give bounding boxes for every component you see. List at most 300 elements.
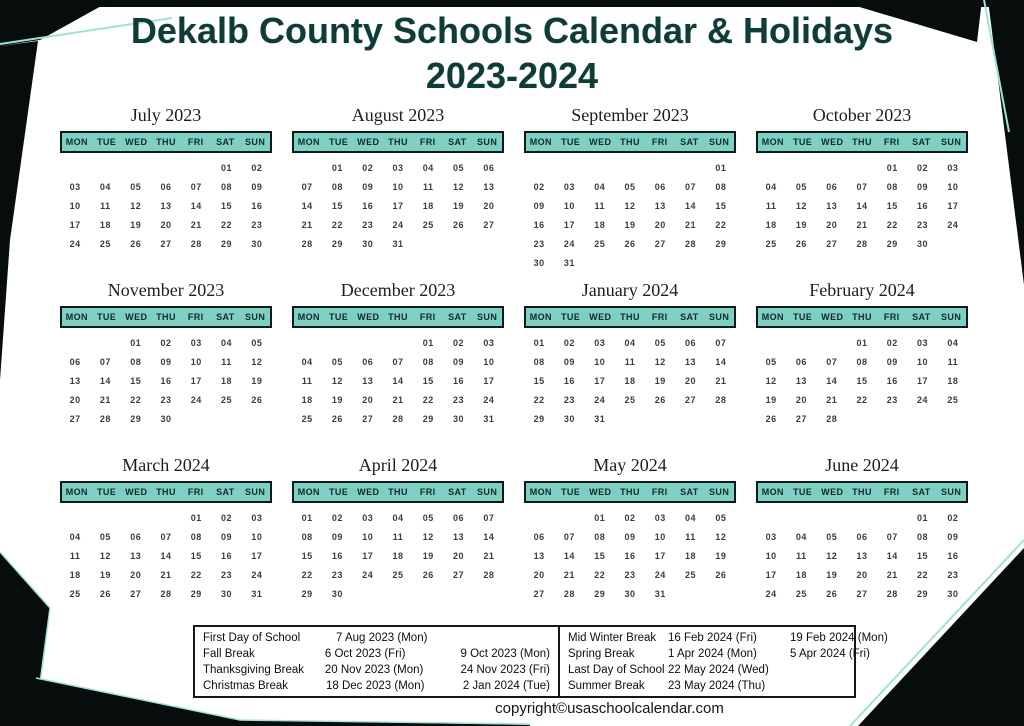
holiday-label: Last Day of School bbox=[568, 664, 665, 676]
day-cell: 17 bbox=[483, 376, 495, 386]
day-cell-empty bbox=[675, 410, 705, 429]
day-cell: 23 bbox=[533, 239, 545, 249]
day-cell: 03 bbox=[947, 163, 959, 173]
weekday-header-mon: MON bbox=[297, 487, 320, 497]
weekday-header-mon: MON bbox=[529, 137, 552, 147]
day-cell: 20 bbox=[654, 220, 666, 230]
day-cell: 02 bbox=[160, 338, 172, 348]
day-cell: 24 bbox=[594, 395, 606, 405]
month-calendar-january-2024 bbox=[524, 279, 736, 439]
day-cell: 12 bbox=[826, 551, 838, 561]
weekday-header-row bbox=[524, 131, 736, 153]
day-cell: 06 bbox=[826, 182, 838, 192]
day-cell: 15 bbox=[130, 376, 142, 386]
holiday-label: Spring Break bbox=[568, 648, 635, 660]
day-cell: 23 bbox=[563, 395, 575, 405]
day-cell: 19 bbox=[99, 570, 111, 580]
day-cell: 30 bbox=[453, 414, 465, 424]
weekday-header-sat: SAT bbox=[680, 137, 699, 147]
weekday-header-thu: THU bbox=[620, 312, 640, 322]
day-cell: 28 bbox=[685, 239, 697, 249]
day-cell: 18 bbox=[392, 551, 404, 561]
day-cell: 18 bbox=[624, 376, 636, 386]
day-cell-empty bbox=[675, 254, 705, 273]
month-days-grid bbox=[756, 503, 968, 604]
weekday-header-thu: THU bbox=[156, 312, 176, 322]
weekday-header-fri: FRI bbox=[651, 137, 668, 147]
day-cell: 28 bbox=[483, 570, 495, 580]
month-calendar-december-2023 bbox=[292, 279, 504, 439]
holiday-start-date: 23 May 2024 (Thu) bbox=[668, 680, 766, 692]
day-cell-empty bbox=[554, 509, 584, 528]
day-cell: 21 bbox=[685, 220, 697, 230]
day-cell: 21 bbox=[856, 220, 868, 230]
day-cell: 05 bbox=[251, 338, 263, 348]
day-cell: 25 bbox=[422, 220, 434, 230]
day-cell-empty bbox=[756, 334, 786, 353]
day-cell: 08 bbox=[331, 182, 343, 192]
day-cell: 15 bbox=[533, 376, 545, 386]
weekday-header-sun: SUN bbox=[245, 487, 266, 497]
day-cell: 16 bbox=[160, 376, 172, 386]
weekday-header-mon: MON bbox=[297, 312, 320, 322]
day-cell-empty bbox=[292, 334, 322, 353]
day-cell: 13 bbox=[453, 532, 465, 542]
day-cell: 10 bbox=[765, 551, 777, 561]
day-cell-empty bbox=[60, 159, 90, 178]
day-cell-empty bbox=[907, 410, 937, 429]
day-cell-empty bbox=[413, 585, 443, 604]
day-cell: 27 bbox=[856, 589, 868, 599]
day-cell: 21 bbox=[483, 551, 495, 561]
weekday-header-sat: SAT bbox=[448, 487, 467, 497]
day-cell: 03 bbox=[362, 513, 374, 523]
day-cell-empty bbox=[877, 509, 907, 528]
day-cell: 11 bbox=[392, 532, 404, 542]
day-cell: 30 bbox=[533, 258, 545, 268]
copyright-text: copyright©usaschoolcalendar.com bbox=[495, 700, 724, 717]
day-cell-empty bbox=[756, 159, 786, 178]
day-cell: 18 bbox=[947, 376, 959, 386]
day-cell-empty bbox=[353, 585, 383, 604]
day-cell: 08 bbox=[190, 532, 202, 542]
day-cell: 13 bbox=[362, 376, 374, 386]
day-cell: 10 bbox=[483, 357, 495, 367]
day-cell: 12 bbox=[422, 532, 434, 542]
day-cell: 22 bbox=[331, 220, 343, 230]
day-cell: 14 bbox=[886, 551, 898, 561]
day-cell: 16 bbox=[331, 551, 343, 561]
day-cell: 02 bbox=[221, 513, 233, 523]
holiday-start-date: 22 May 2024 (Wed) bbox=[668, 664, 769, 676]
day-cell: 19 bbox=[422, 551, 434, 561]
day-cell: 23 bbox=[362, 220, 374, 230]
day-cell: 21 bbox=[392, 395, 404, 405]
weekday-header-tue: TUE bbox=[328, 487, 349, 497]
day-cell: 10 bbox=[917, 357, 929, 367]
day-cell: 06 bbox=[795, 357, 807, 367]
day-cell-empty bbox=[151, 509, 181, 528]
day-cell-empty bbox=[706, 410, 736, 429]
month-calendar-may-2024 bbox=[524, 454, 736, 614]
day-cell: 04 bbox=[594, 182, 606, 192]
weekday-header-sat: SAT bbox=[912, 137, 931, 147]
day-cell: 09 bbox=[624, 532, 636, 542]
day-cell: 20 bbox=[69, 395, 81, 405]
day-cell: 14 bbox=[826, 376, 838, 386]
day-cell: 20 bbox=[160, 220, 172, 230]
day-cell: 05 bbox=[99, 532, 111, 542]
month-days-grid bbox=[60, 153, 272, 254]
day-cell: 14 bbox=[160, 551, 172, 561]
day-cell: 01 bbox=[331, 163, 343, 173]
day-cell: 09 bbox=[453, 357, 465, 367]
day-cell: 02 bbox=[563, 338, 575, 348]
day-cell: 26 bbox=[130, 239, 142, 249]
day-cell-empty bbox=[181, 410, 211, 429]
day-cell: 18 bbox=[765, 220, 777, 230]
day-cell: 15 bbox=[190, 551, 202, 561]
day-cell: 07 bbox=[715, 338, 727, 348]
day-cell: 19 bbox=[251, 376, 263, 386]
holiday-row bbox=[203, 646, 550, 662]
day-cell: 20 bbox=[453, 551, 465, 561]
day-cell: 05 bbox=[715, 513, 727, 523]
day-cell: 28 bbox=[99, 414, 111, 424]
weekday-header-tue: TUE bbox=[96, 487, 117, 497]
day-cell: 12 bbox=[715, 532, 727, 542]
day-cell: 02 bbox=[453, 338, 465, 348]
month-title: July 2023 bbox=[130, 105, 202, 125]
day-cell: 26 bbox=[795, 239, 807, 249]
day-cell: 03 bbox=[483, 338, 495, 348]
day-cell: 11 bbox=[685, 532, 696, 542]
day-cell: 08 bbox=[715, 182, 727, 192]
weekday-header-tue: TUE bbox=[792, 487, 813, 497]
day-cell: 04 bbox=[392, 513, 404, 523]
holiday-end-date: 24 Nov 2023 (Fri) bbox=[460, 664, 550, 676]
day-cell: 22 bbox=[301, 570, 313, 580]
day-cell: 21 bbox=[190, 220, 202, 230]
day-cell: 02 bbox=[624, 513, 636, 523]
month-title: June 2024 bbox=[825, 455, 899, 475]
day-cell: 25 bbox=[765, 239, 777, 249]
day-cell: 29 bbox=[221, 239, 233, 249]
day-cell: 21 bbox=[301, 220, 313, 230]
day-cell-empty bbox=[353, 334, 383, 353]
day-cell: 11 bbox=[594, 201, 605, 211]
day-cell: 22 bbox=[422, 395, 434, 405]
day-cell: 09 bbox=[886, 357, 898, 367]
day-cell: 20 bbox=[533, 570, 545, 580]
day-cell: 05 bbox=[624, 182, 636, 192]
day-cell: 26 bbox=[99, 589, 111, 599]
day-cell: 29 bbox=[594, 589, 606, 599]
day-cell: 02 bbox=[947, 513, 959, 523]
day-cell: 31 bbox=[483, 414, 495, 424]
day-cell: 03 bbox=[69, 182, 81, 192]
day-cell: 17 bbox=[190, 376, 202, 386]
weekday-header-mon: MON bbox=[529, 487, 552, 497]
day-cell: 25 bbox=[795, 589, 807, 599]
day-cell: 15 bbox=[301, 551, 313, 561]
weekday-header-fri: FRI bbox=[883, 312, 900, 322]
day-cell: 27 bbox=[533, 589, 545, 599]
day-cell: 07 bbox=[886, 532, 898, 542]
weekday-header-tue: TUE bbox=[328, 137, 349, 147]
day-cell: 08 bbox=[221, 182, 233, 192]
day-cell: 31 bbox=[251, 589, 263, 599]
weekday-header-sun: SUN bbox=[941, 312, 962, 322]
holiday-row bbox=[203, 678, 550, 694]
day-cell: 11 bbox=[796, 551, 807, 561]
day-cell: 23 bbox=[331, 570, 343, 580]
day-cell: 24 bbox=[69, 239, 81, 249]
day-cell: 05 bbox=[795, 182, 807, 192]
day-cell-empty bbox=[90, 159, 120, 178]
weekday-header-fri: FRI bbox=[883, 487, 900, 497]
day-cell: 11 bbox=[423, 182, 434, 192]
month-title: May 2024 bbox=[593, 455, 667, 475]
weekday-header-wed: WED bbox=[125, 137, 148, 147]
day-cell: 23 bbox=[160, 395, 172, 405]
day-cell-empty bbox=[60, 334, 90, 353]
day-cell: 12 bbox=[99, 551, 111, 561]
day-cell: 19 bbox=[654, 376, 666, 386]
weekday-header-mon: MON bbox=[297, 137, 320, 147]
day-cell: 28 bbox=[160, 589, 172, 599]
weekday-header-mon: MON bbox=[65, 487, 88, 497]
holiday-start-date: 7 Aug 2023 (Mon) bbox=[336, 632, 428, 644]
day-cell: 28 bbox=[563, 589, 575, 599]
weekday-header-mon: MON bbox=[65, 312, 88, 322]
day-cell: 24 bbox=[917, 395, 929, 405]
day-cell-empty bbox=[817, 334, 847, 353]
day-cell: 28 bbox=[301, 239, 313, 249]
day-cell: 20 bbox=[483, 201, 495, 211]
day-cell: 19 bbox=[795, 220, 807, 230]
day-cell-empty bbox=[443, 235, 473, 254]
day-cell: 24 bbox=[190, 395, 202, 405]
weekday-header-fri: FRI bbox=[187, 487, 204, 497]
weekday-header-row bbox=[524, 481, 736, 503]
weekday-header-thu: THU bbox=[388, 312, 408, 322]
day-cell: 13 bbox=[654, 201, 666, 211]
day-cell: 10 bbox=[654, 532, 666, 542]
day-cell: 15 bbox=[917, 551, 929, 561]
month-calendar-february-2024 bbox=[756, 279, 968, 439]
month-days-grid bbox=[292, 153, 504, 254]
weekday-header-mon: MON bbox=[761, 137, 784, 147]
day-cell: 01 bbox=[917, 513, 929, 523]
day-cell: 03 bbox=[392, 163, 404, 173]
weekday-header-wed: WED bbox=[821, 312, 844, 322]
day-cell: 22 bbox=[715, 220, 727, 230]
day-cell: 19 bbox=[715, 551, 727, 561]
weekday-header-row bbox=[60, 306, 272, 328]
day-cell: 26 bbox=[715, 570, 727, 580]
weekday-header-fri: FRI bbox=[419, 137, 436, 147]
weekday-header-thu: THU bbox=[852, 137, 872, 147]
holidays-table bbox=[193, 625, 888, 698]
day-cell: 27 bbox=[160, 239, 172, 249]
day-cell: 09 bbox=[221, 532, 233, 542]
weekday-header-tue: TUE bbox=[96, 137, 117, 147]
weekday-header-row bbox=[60, 131, 272, 153]
weekday-header-wed: WED bbox=[589, 487, 612, 497]
day-cell: 08 bbox=[856, 357, 868, 367]
day-cell: 12 bbox=[251, 357, 263, 367]
weekday-header-thu: THU bbox=[388, 137, 408, 147]
day-cell: 04 bbox=[795, 532, 807, 542]
day-cell-empty bbox=[817, 159, 847, 178]
day-cell: 14 bbox=[715, 357, 727, 367]
weekday-header-fri: FRI bbox=[651, 312, 668, 322]
day-cell: 12 bbox=[795, 201, 807, 211]
day-cell: 13 bbox=[483, 182, 495, 192]
day-cell: 27 bbox=[362, 414, 374, 424]
day-cell: 28 bbox=[826, 414, 838, 424]
day-cell: 05 bbox=[453, 163, 465, 173]
day-cell: 06 bbox=[160, 182, 172, 192]
day-cell: 30 bbox=[563, 414, 575, 424]
day-cell-empty bbox=[585, 159, 615, 178]
day-cell: 16 bbox=[221, 551, 233, 561]
day-cell: 27 bbox=[130, 589, 142, 599]
day-cell: 05 bbox=[826, 532, 838, 542]
weekday-header-wed: WED bbox=[589, 312, 612, 322]
weekday-header-sat: SAT bbox=[912, 312, 931, 322]
page-title-line2: 2023-2024 bbox=[425, 55, 599, 96]
day-cell-empty bbox=[474, 585, 504, 604]
day-cell: 10 bbox=[392, 182, 404, 192]
day-cell: 28 bbox=[392, 414, 404, 424]
day-cell: 03 bbox=[654, 513, 666, 523]
day-cell: 07 bbox=[563, 532, 575, 542]
day-cell: 20 bbox=[685, 376, 697, 386]
month-days-grid bbox=[292, 328, 504, 429]
weekday-header-sun: SUN bbox=[245, 312, 266, 322]
day-cell: 30 bbox=[947, 589, 959, 599]
day-cell: 26 bbox=[654, 395, 666, 405]
day-cell: 16 bbox=[563, 376, 575, 386]
holiday-row bbox=[568, 646, 888, 662]
day-cell: 29 bbox=[422, 414, 434, 424]
page-title-line1: Dekalb County Schools Calendar & Holidays bbox=[130, 10, 894, 51]
day-cell: 26 bbox=[331, 414, 343, 424]
day-cell-empty bbox=[90, 334, 120, 353]
weekday-header-wed: WED bbox=[357, 312, 380, 322]
day-cell: 22 bbox=[917, 570, 929, 580]
day-cell: 29 bbox=[917, 589, 929, 599]
day-cell-empty bbox=[756, 509, 786, 528]
day-cell: 13 bbox=[533, 551, 545, 561]
weekday-header-sat: SAT bbox=[680, 487, 699, 497]
day-cell-empty bbox=[90, 509, 120, 528]
day-cell: 25 bbox=[624, 395, 636, 405]
day-cell-empty bbox=[181, 159, 211, 178]
day-cell: 18 bbox=[422, 201, 434, 211]
weekday-header-mon: MON bbox=[529, 312, 552, 322]
day-cell: 09 bbox=[947, 532, 959, 542]
day-cell: 10 bbox=[563, 201, 575, 211]
day-cell: 01 bbox=[856, 338, 868, 348]
day-cell: 17 bbox=[917, 376, 929, 386]
day-cell: 28 bbox=[856, 239, 868, 249]
day-cell: 25 bbox=[392, 570, 404, 580]
day-cell: 01 bbox=[221, 163, 233, 173]
day-cell-empty bbox=[706, 254, 736, 273]
day-cell: 15 bbox=[594, 551, 606, 561]
month-calendar-june-2024 bbox=[756, 454, 968, 614]
day-cell: 17 bbox=[594, 376, 606, 386]
day-cell: 06 bbox=[69, 357, 81, 367]
day-cell: 08 bbox=[130, 357, 142, 367]
day-cell: 10 bbox=[69, 201, 81, 211]
day-cell: 09 bbox=[917, 182, 929, 192]
day-cell-empty bbox=[60, 509, 90, 528]
day-cell: 24 bbox=[947, 220, 959, 230]
day-cell-empty bbox=[877, 410, 907, 429]
day-cell: 23 bbox=[221, 570, 233, 580]
day-cell: 28 bbox=[190, 239, 202, 249]
day-cell: 16 bbox=[533, 220, 545, 230]
day-cell: 27 bbox=[826, 239, 838, 249]
day-cell: 28 bbox=[715, 395, 727, 405]
day-cell: 13 bbox=[130, 551, 142, 561]
day-cell: 29 bbox=[130, 414, 142, 424]
day-cell: 19 bbox=[453, 201, 465, 211]
day-cell: 12 bbox=[765, 376, 777, 386]
holiday-label: Fall Break bbox=[203, 648, 255, 660]
day-cell: 30 bbox=[331, 589, 343, 599]
weekday-header-fri: FRI bbox=[187, 312, 204, 322]
day-cell-empty bbox=[554, 159, 584, 178]
day-cell: 09 bbox=[362, 182, 374, 192]
day-cell: 08 bbox=[301, 532, 313, 542]
day-cell-empty bbox=[383, 334, 413, 353]
day-cell-empty bbox=[938, 410, 968, 429]
month-days-grid bbox=[756, 328, 968, 429]
day-cell: 25 bbox=[594, 239, 606, 249]
holiday-label: Summer Break bbox=[568, 680, 645, 692]
day-cell: 10 bbox=[190, 357, 202, 367]
month-title: September 2023 bbox=[571, 105, 689, 125]
weekday-header-wed: WED bbox=[125, 312, 148, 322]
holiday-start-date: 20 Nov 2023 (Mon) bbox=[324, 664, 424, 676]
weekday-header-tue: TUE bbox=[328, 312, 349, 322]
day-cell: 24 bbox=[362, 570, 374, 580]
day-cell: 07 bbox=[190, 182, 202, 192]
day-cell: 18 bbox=[594, 220, 606, 230]
month-calendar-september-2023 bbox=[524, 104, 736, 268]
day-cell-empty bbox=[443, 585, 473, 604]
day-cell-empty bbox=[938, 235, 968, 254]
weekday-header-sun: SUN bbox=[477, 312, 498, 322]
holiday-row bbox=[568, 630, 888, 646]
weekday-header-thu: THU bbox=[852, 312, 872, 322]
day-cell-empty bbox=[645, 410, 675, 429]
day-cell: 17 bbox=[69, 220, 81, 230]
weekday-header-tue: TUE bbox=[792, 137, 813, 147]
weekday-header-sun: SUN bbox=[709, 137, 730, 147]
day-cell: 24 bbox=[765, 589, 777, 599]
weekday-header-sun: SUN bbox=[477, 137, 498, 147]
weekday-header-thu: THU bbox=[156, 137, 176, 147]
day-cell: 07 bbox=[826, 357, 838, 367]
month-calendar-october-2023 bbox=[756, 104, 968, 264]
day-cell-empty bbox=[645, 159, 675, 178]
